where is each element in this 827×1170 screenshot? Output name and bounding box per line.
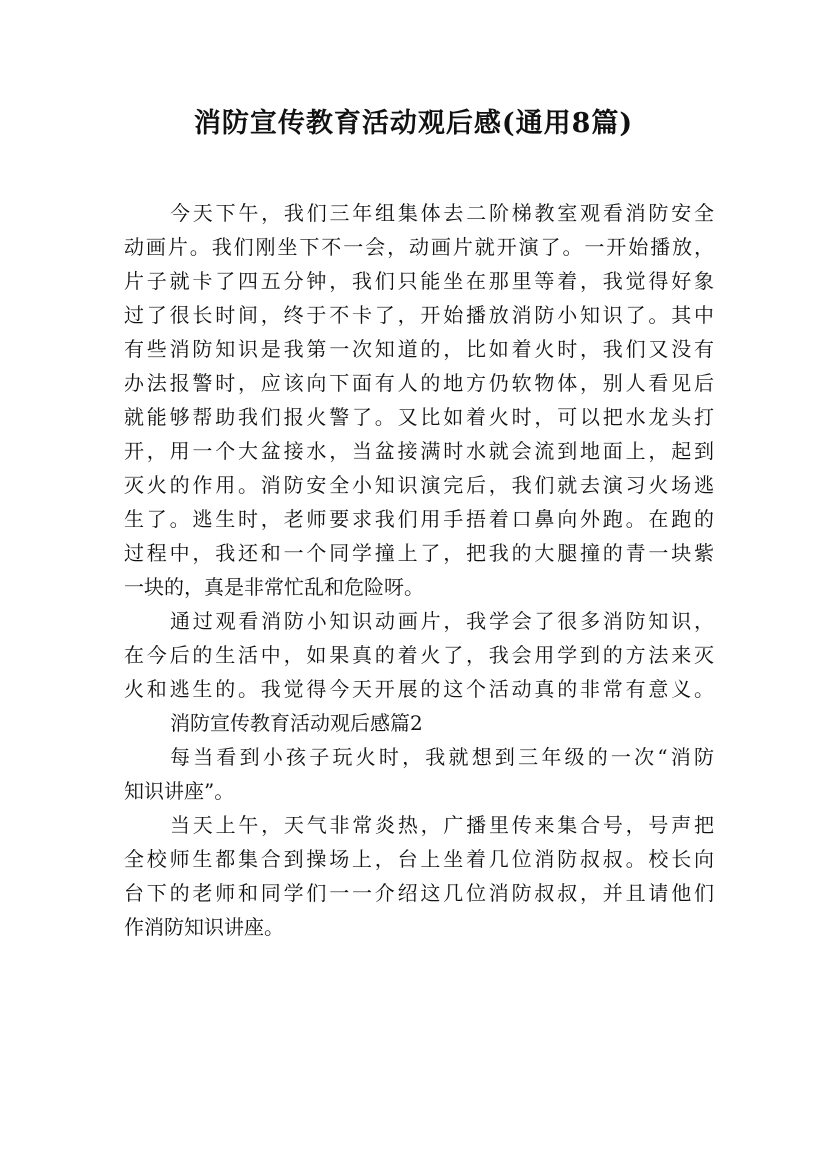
paragraph-line: 全校师生都集合到操场上，台上坐着几位消防叔叔。校长向 bbox=[124, 847, 714, 871]
paragraph-line: 作消防知识讲座。 bbox=[124, 915, 284, 939]
paragraph-line: 动画片。我们刚坐下不一会，动画片就开演了。一开始播放， bbox=[124, 235, 714, 259]
paragraph-line: 灭火的作用。消防安全小知识演完后，我们就去演习火场逃 bbox=[124, 473, 714, 497]
document-body bbox=[124, 196, 714, 944]
paragraph-line: 过程中，我还和一个同学撞上了，把我的大腿撞的青一块紫 bbox=[124, 541, 714, 565]
paragraph-line: 今天下午，我们三年组集体去二阶梯教室观看消防安全 bbox=[170, 201, 714, 225]
paragraph-line: 生了。逃生时，老师要求我们用手捂着口鼻向外跑。在跑的 bbox=[124, 507, 714, 531]
paragraph-line: 办法报警时，应该向下面有人的地方仍软物体，别人看见后 bbox=[124, 371, 714, 395]
paragraph-line: 片子就卡了四五分钟，我们只能坐在那里等着，我觉得好象 bbox=[124, 269, 714, 293]
section-heading: 消防宣传教育活动观后感篇2 bbox=[170, 711, 423, 735]
paragraph-line: 就能够帮助我们报火警了。又比如着火时，可以把水龙头打 bbox=[124, 405, 714, 429]
paragraph-line: 一块的，真是非常忙乱和危险呀。 bbox=[124, 575, 424, 599]
paragraph-line: 有些消防知识是我第一次知道的，比如着火时，我们又没有 bbox=[124, 337, 714, 361]
paragraph-line: 通过观看消防小知识动画片，我学会了很多消防知识， bbox=[170, 609, 714, 633]
paragraph-line: 在今后的生活中，如果真的着火了，我会用学到的方法来灭 bbox=[124, 643, 714, 667]
paragraph-line: 台下的老师和同学们一一介绍这几位消防叔叔，并且请他们 bbox=[124, 881, 714, 905]
paragraph-line: 火和逃生的。我觉得今天开展的这个活动真的非常有意义。 bbox=[124, 677, 714, 701]
paragraph-line: 过了很长时间，终于不卡了，开始播放消防小知识了。其中 bbox=[124, 303, 714, 327]
paragraph-line: 开，用一个大盆接水，当盆接满时水就会流到地面上，起到 bbox=[124, 439, 714, 463]
paragraph-line: 当天上午，天气非常炎热，广播里传来集合号，号声把 bbox=[170, 813, 714, 837]
paragraph-line: 每当看到小孩子玩火时，我就想到三年级的一次“消防 bbox=[170, 745, 714, 769]
paragraph-line: 知识讲座”。 bbox=[124, 779, 235, 803]
document-title: 消防宣传教育活动观后感(通用8篇) bbox=[193, 108, 634, 139]
